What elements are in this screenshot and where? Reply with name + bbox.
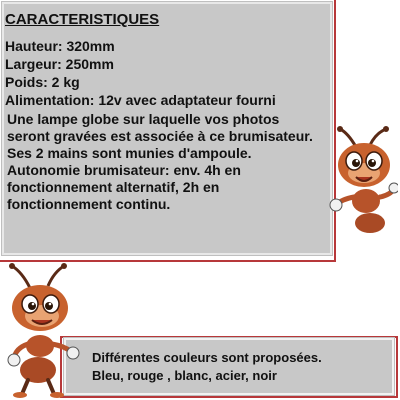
ant-mascot-left-icon (2, 262, 84, 398)
spec-width: Largeur: 250mm (5, 56, 114, 72)
colors-line-1: Différentes couleurs sont proposées. (92, 350, 322, 365)
spec-height: Hauteur: 320mm (5, 38, 115, 54)
description-autonomy: Autonomie brumisateur: env. 4h en fonctionnement alternatif, 2h en fonctionnement continu. (7, 162, 241, 212)
spec-weight: Poids: 2 kg (5, 74, 80, 90)
colors-line-2: Bleu, rouge , blanc, acier, noir (92, 368, 277, 383)
characteristics-title: CARACTERISTIQUES (5, 11, 160, 28)
characteristics-description (7, 111, 325, 213)
ant-mascot-right-icon (326, 125, 398, 235)
spec-power: Alimentation: 12v avec adaptateur fourni (5, 92, 276, 108)
description-lamp: Une lampe globe sur laquelle vos photos seront gravées est associée à ce brumisateur. Ses 2 mains sont munies d'ampoule. (7, 111, 313, 161)
colors-note (92, 349, 382, 385)
